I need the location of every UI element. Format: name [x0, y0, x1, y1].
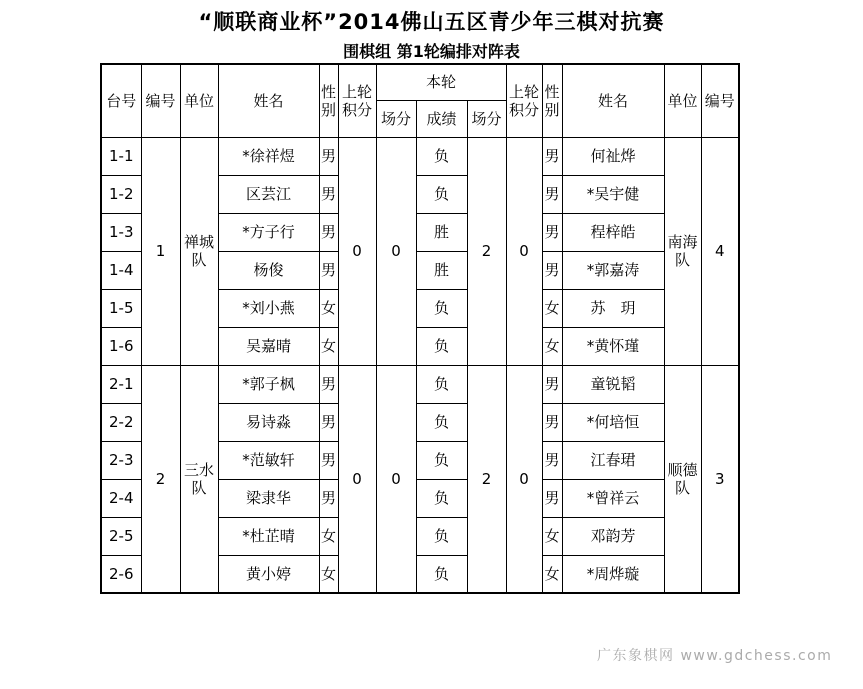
gender-cell-right: 男 — [542, 403, 562, 441]
gender-cell-left: 男 — [319, 137, 338, 175]
board-no-cell: 2-4 — [101, 479, 141, 517]
gender-cell-right: 女 — [542, 289, 562, 327]
player-name-cell-right: 童锐韬 — [562, 365, 664, 403]
gender-cell-right: 男 — [542, 175, 562, 213]
result-cell: 负 — [416, 479, 467, 517]
result-cell: 胜 — [416, 251, 467, 289]
table-row — [101, 365, 739, 403]
game-points-cell-left: 0 — [376, 137, 416, 365]
player-name-cell-left: *刘小燕 — [218, 289, 319, 327]
board-no-cell: 1-5 — [101, 289, 141, 327]
prev-points-cell-left: 0 — [338, 137, 376, 365]
result-cell: 负 — [416, 175, 467, 213]
player-name-cell-right: 何祉烨 — [562, 137, 664, 175]
table-row — [101, 137, 739, 175]
game-points-cell-right: 2 — [467, 137, 506, 365]
gender-cell-right: 男 — [542, 479, 562, 517]
gender-cell-left: 男 — [319, 403, 338, 441]
header-number-right: 编号 — [701, 64, 739, 137]
pairing-table — [100, 63, 740, 594]
player-name-cell-right: 江春珺 — [562, 441, 664, 479]
gender-cell-right: 男 — [542, 137, 562, 175]
gender-cell-left: 女 — [319, 517, 338, 555]
game-points-cell-left: 0 — [376, 365, 416, 593]
header-number-left: 编号 — [141, 64, 180, 137]
board-no-cell: 2-5 — [101, 517, 141, 555]
player-name-cell-right: *何培恒 — [562, 403, 664, 441]
gender-cell-left: 女 — [319, 327, 338, 365]
player-name-cell-left: *杜芷晴 — [218, 517, 319, 555]
board-no-cell: 1-2 — [101, 175, 141, 213]
player-name-cell-right: 程梓皓 — [562, 213, 664, 251]
result-cell: 负 — [416, 403, 467, 441]
team-number-cell-left: 2 — [141, 365, 180, 593]
player-name-cell-left: *方子行 — [218, 213, 319, 251]
header-current-round: 本轮 — [376, 64, 506, 100]
result-cell: 负 — [416, 517, 467, 555]
result-cell: 胜 — [416, 213, 467, 251]
gender-cell-left: 男 — [319, 365, 338, 403]
player-name-cell-right: 邓韵芳 — [562, 517, 664, 555]
page-subtitle: 围棋组 第1轮编排对阵表 — [343, 42, 520, 61]
team-unit-cell-left: 禅城队 — [180, 137, 218, 365]
header-name-right: 姓名 — [562, 64, 664, 137]
gender-cell-left: 男 — [319, 251, 338, 289]
team-unit-cell-right: 南海队 — [664, 137, 701, 365]
prev-points-cell-right: 0 — [506, 365, 542, 593]
player-name-cell-right: *吴宇健 — [562, 175, 664, 213]
player-name-cell-left: 易诗淼 — [218, 403, 319, 441]
board-no-cell: 2-2 — [101, 403, 141, 441]
player-name-cell-right: *郭嘉涛 — [562, 251, 664, 289]
header-game-points-left: 场分 — [376, 100, 416, 137]
prev-points-cell-left: 0 — [338, 365, 376, 593]
gender-cell-left: 男 — [319, 479, 338, 517]
game-points-cell-right: 2 — [467, 365, 506, 593]
team-number-cell-left: 1 — [141, 137, 180, 365]
result-cell: 负 — [416, 441, 467, 479]
pairing-table-body — [101, 137, 739, 593]
player-name-cell-left: *范敏轩 — [218, 441, 319, 479]
gender-cell-right: 男 — [542, 365, 562, 403]
result-cell: 负 — [416, 365, 467, 403]
gender-cell-left: 女 — [319, 289, 338, 327]
prev-points-cell-right: 0 — [506, 137, 542, 365]
page-title: “顺联商业杯”2014佛山五区青少年三棋对抗赛 — [198, 10, 665, 34]
board-no-cell: 2-3 — [101, 441, 141, 479]
result-cell: 负 — [416, 327, 467, 365]
player-name-cell-left: 区芸江 — [218, 175, 319, 213]
gender-cell-left: 女 — [319, 555, 338, 593]
header-prev-points-right: 上轮积分 — [506, 64, 542, 137]
player-name-cell-left: 杨俊 — [218, 251, 319, 289]
gender-cell-right: 男 — [542, 213, 562, 251]
player-name-cell-left: *郭子枫 — [218, 365, 319, 403]
board-no-cell: 2-6 — [101, 555, 141, 593]
team-unit-cell-right: 顺德队 — [664, 365, 701, 593]
result-cell: 负 — [416, 137, 467, 175]
board-no-cell: 1-6 — [101, 327, 141, 365]
result-cell: 负 — [416, 555, 467, 593]
board-no-cell: 1-1 — [101, 137, 141, 175]
header-name-left: 姓名 — [218, 64, 319, 137]
gender-cell-right: 男 — [542, 251, 562, 289]
header-board-no: 台号 — [101, 64, 141, 137]
gender-cell-right: 男 — [542, 441, 562, 479]
header-unit-left: 单位 — [180, 64, 218, 137]
board-no-cell: 1-4 — [101, 251, 141, 289]
gender-cell-left: 男 — [319, 213, 338, 251]
gender-cell-right: 女 — [542, 517, 562, 555]
header-game-points-right: 场分 — [467, 100, 506, 137]
header-result: 成绩 — [416, 100, 467, 137]
player-name-cell-right: *黄怀瑾 — [562, 327, 664, 365]
header-gender-right: 性别 — [542, 64, 562, 137]
gender-cell-left: 男 — [319, 441, 338, 479]
player-name-cell-left: 梁隶华 — [218, 479, 319, 517]
watermark: 广东象棋网 www.gdchess.com — [597, 648, 833, 664]
result-cell: 负 — [416, 289, 467, 327]
player-name-cell-right: 苏 玥 — [562, 289, 664, 327]
player-name-cell-left: 黄小婷 — [218, 555, 319, 593]
team-number-cell-right: 3 — [701, 365, 739, 593]
player-name-cell-right: *周烨璇 — [562, 555, 664, 593]
gender-cell-right: 女 — [542, 555, 562, 593]
board-no-cell: 1-3 — [101, 213, 141, 251]
team-number-cell-right: 4 — [701, 137, 739, 365]
player-name-cell-left: *徐祥煜 — [218, 137, 319, 175]
player-name-cell-left: 吴嘉晴 — [218, 327, 319, 365]
header-gender-left: 性别 — [319, 64, 338, 137]
gender-cell-left: 男 — [319, 175, 338, 213]
player-name-cell-right: *曾祥云 — [562, 479, 664, 517]
header-unit-right: 单位 — [664, 64, 701, 137]
gender-cell-right: 女 — [542, 327, 562, 365]
header-prev-points-left: 上轮积分 — [338, 64, 376, 137]
team-unit-cell-left: 三水队 — [180, 365, 218, 593]
board-no-cell: 2-1 — [101, 365, 141, 403]
